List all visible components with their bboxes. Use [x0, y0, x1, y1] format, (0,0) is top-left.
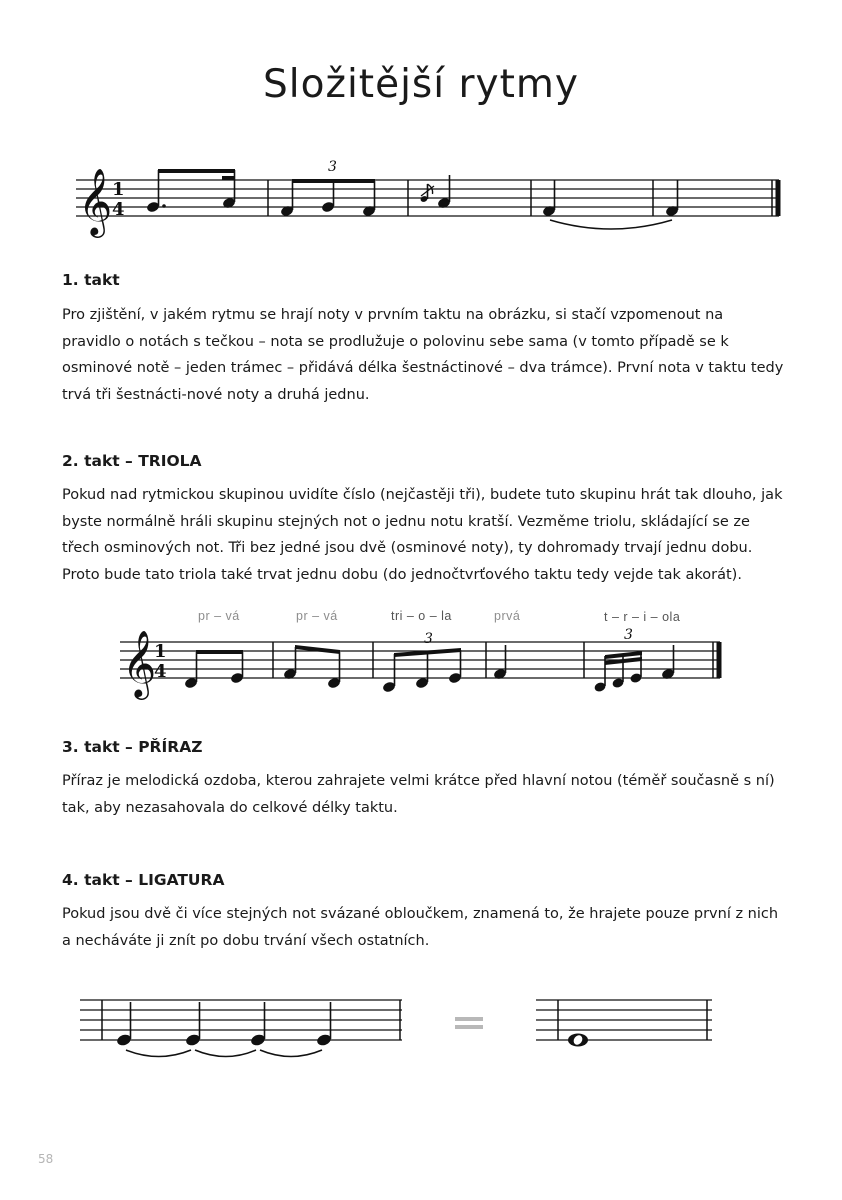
- tied-notes-figure: [542, 180, 679, 229]
- syllable-label: prvá: [494, 609, 521, 623]
- treble-clef-icon: 𝄞: [78, 167, 113, 235]
- rhythm-example-staff: [0, 150, 842, 240]
- section-4-heading: 4. takt – LIGATURA: [62, 871, 225, 889]
- tuplet-number: 3: [424, 631, 433, 647]
- tuplet-number: 3: [328, 159, 337, 175]
- section-2-heading: 2. takt – TRIOLA: [62, 452, 202, 470]
- whole-note-figure: [568, 1034, 588, 1047]
- treble-clef-icon: 𝄞: [122, 629, 157, 697]
- syllable-label: pr – vá: [296, 609, 338, 623]
- quarter-note-figure: [493, 645, 507, 680]
- time-signature-top: 1: [154, 641, 167, 662]
- triplet-example-staff: [0, 600, 842, 705]
- tuplet-number: 3: [624, 627, 633, 643]
- section-4-text: Pokud jsou dvě či více stejných not svázané obloučkem, znamená to, že hrajete pouze první z nich a necháváte ji znít po dobu trvání všech ostatních.: [62, 906, 779, 949]
- page-number: 58: [38, 1152, 54, 1166]
- triplet-figure: [382, 631, 462, 693]
- staff-lines: [536, 1000, 712, 1040]
- ligature-example-staff: [0, 990, 842, 1070]
- equals-sign-icon: [455, 1017, 483, 1029]
- triplet-figure: [280, 159, 376, 217]
- time-signature-bottom: 4: [112, 199, 125, 220]
- section-2-text: Pokud nad rytmickou skupinou uvidíte číslo (nejčastěji tři), budete tuto skupinu hrát tak dlouho, jak byste normálně hráli skupinu stejných not o jednu notu kratší. Vezměme triolu, skládající se ze třech osminových not. Tři bez jedné jsou dvě (osminové noty), ty dohromady trvají jednu dobu. Proto bude tato triola také trvat jednu dobu (do jednočtvrťového taktu tedy vejde tak akorát).: [62, 487, 783, 583]
- section-1-text: Pro zjištění, v jakém rytmu se hrají noty v prvním taktu na obrázku, si stačí vzpomenout na pravidlo o notách s tečkou – nota se prodlužuje o polovinu sebe sama (v tomto případě se k osminové notě – jeden trámec – přidává délka šestnáctinové – dva trámce). První nota v taktu tedy trvá tři šestnácti-nové noty a druhá jednu.: [62, 307, 784, 403]
- eighth-pair-figure: [184, 650, 244, 689]
- section-3-heading: 3. takt – PŘÍRAZ: [62, 738, 203, 756]
- eighth-pair-figure: [283, 645, 341, 689]
- triplet-syllables: [198, 609, 680, 624]
- syllable-label: t – r – i – ola: [604, 610, 681, 624]
- section-1-heading: 1. takt: [62, 271, 120, 289]
- section-3-text: Příraz je melodická ozdoba, kterou zahrajete velmi krátce před hlavní notou (téměř současně s ní) tak, aby nezasahovala do celkové délky taktu.: [62, 773, 775, 816]
- syllable-label: pr – vá: [198, 609, 240, 623]
- time-signature-top: 1: [112, 179, 125, 200]
- page-title: Složitější rytmy: [263, 62, 579, 107]
- staff-lines: [80, 1000, 402, 1040]
- time-signature-bottom: 4: [154, 661, 167, 682]
- syllable-label: tri – o – la: [391, 609, 452, 623]
